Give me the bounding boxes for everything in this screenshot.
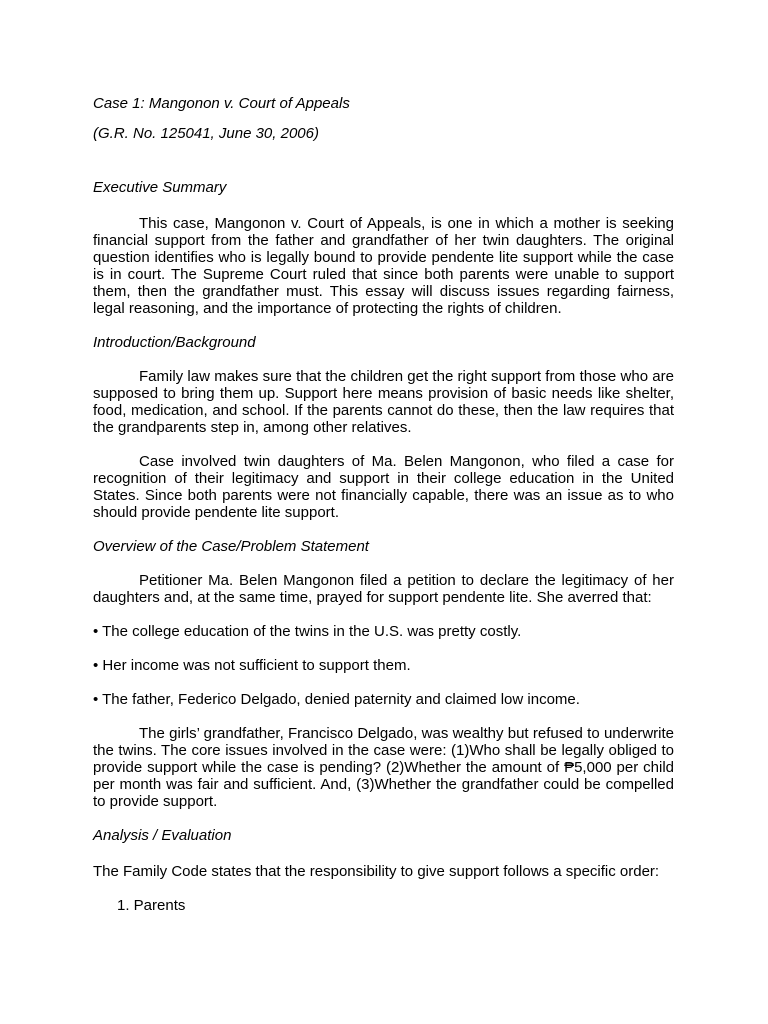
overview-paragraph-2: The girls’ grandfather, Francisco Delgado, was wealthy but refused to underwrite the twins. The core issues involved in the case were: (1)Who shall be legally obliged to provide support while the case is pending? (2)Whether the amount of ₱5,000 per child per month was fair and sufficient. And, (3)Whether the grandfather could be compelled to provide support.	[93, 725, 674, 810]
bullet-item-education-cost: • The college education of the twins in the U.S. was pretty costly.	[93, 623, 522, 640]
executive-summary-heading: Executive Summary	[93, 179, 227, 196]
analysis-paragraph-1: The Family Code states that the responsibility to give support follows a specific order:	[93, 863, 660, 880]
introduction-paragraph-1: Family law makes sure that the children get the right support from those who are supposed to bring them up. Support here means provision of basic needs like shelter, food, medication, and school. If the parents cannot do these, then the law requires that the grandparents step in, among other relatives.	[93, 368, 674, 436]
introduction-paragraph-2: Case involved twin daughters of Ma. Belen Mangonon, who filed a case for recognition of their legitimacy and support in their college education in the United States. Since both parents were not financially capable, there was an issue as to who should provide pendente lite support.	[93, 453, 674, 521]
support-order-list	[93, 897, 674, 914]
case-title: Case 1: Mangonon v. Court of Appeals	[93, 95, 350, 112]
introduction-heading: Introduction/Background	[93, 334, 256, 351]
document-page	[93, 95, 674, 914]
executive-summary-paragraph: This case, Mangonon v. Court of Appeals, is one in which a mother is seeking financial support from the father and grandfather of her twin daughters. The original question identifies who is legally bound to provide pendente lite support while the case is in court. The Supreme Court ruled that since both parents were unable to support them, then the grandfather must. This essay will discuss issues regarding fairness, legal reasoning, and the importance of protecting the rights of children.	[93, 215, 674, 317]
case-citation: (G.R. No. 125041, June 30, 2006)	[93, 125, 319, 142]
bullet-item-father: • The father, Federico Delgado, denied paternity and claimed low income.	[93, 691, 580, 708]
bullet-item-income: • Her income was not sufficient to support them.	[93, 657, 411, 674]
overview-paragraph-1: Petitioner Ma. Belen Mangonon filed a petition to declare the legitimacy of her daughters and, at the same time, prayed for support pendente lite. She averred that:	[93, 572, 674, 606]
analysis-heading: Analysis / Evaluation	[93, 827, 232, 844]
overview-heading: Overview of the Case/Problem Statement	[93, 538, 369, 555]
list-item: 1. Parents	[117, 897, 186, 914]
